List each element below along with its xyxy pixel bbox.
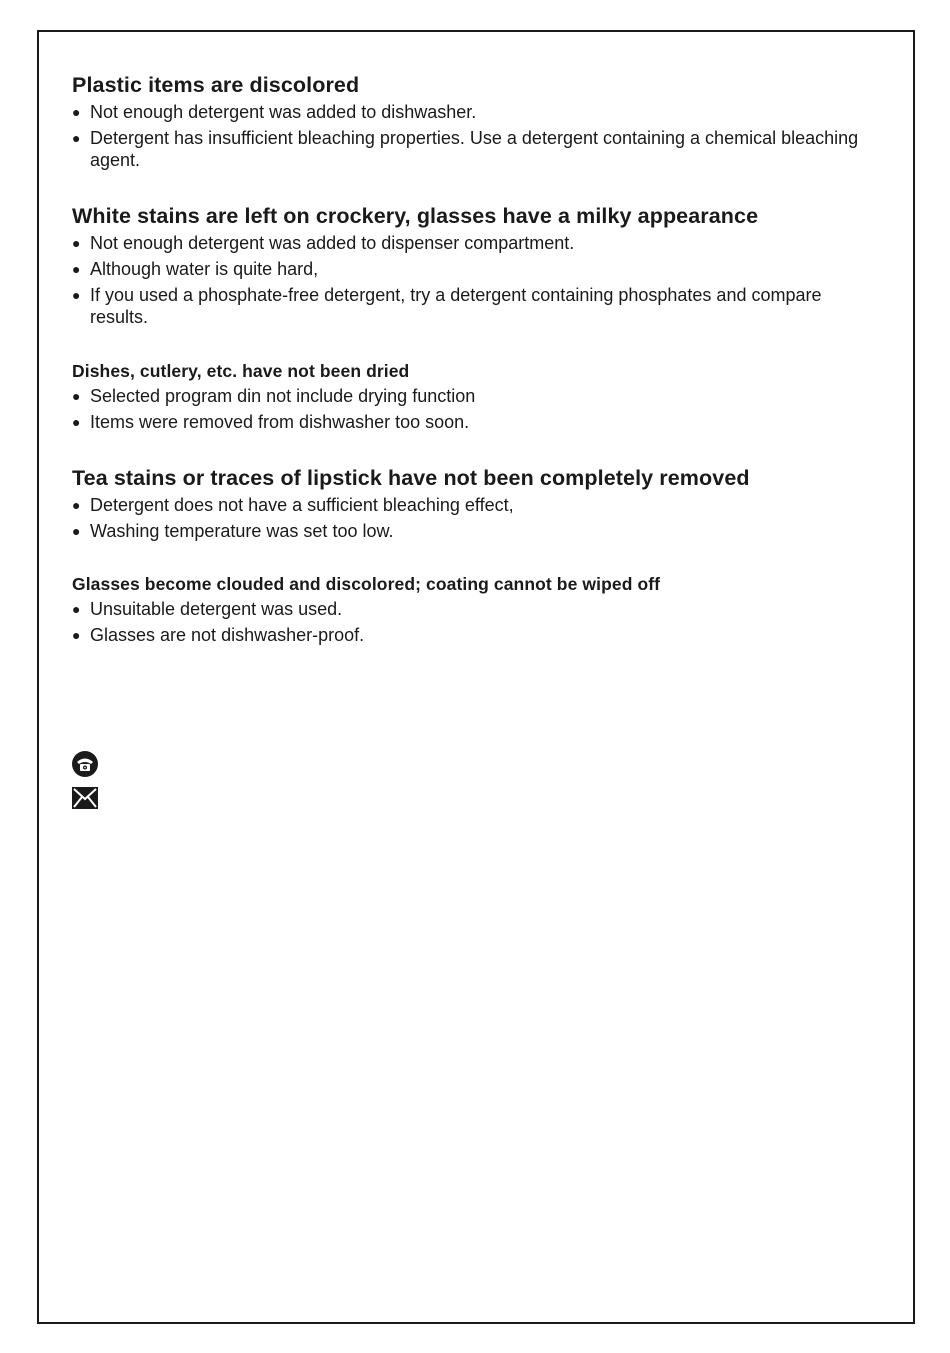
bullet-icon: ● bbox=[72, 287, 81, 303]
bullet-icon: ● bbox=[72, 627, 81, 643]
bullet-list bbox=[72, 101, 882, 171]
section-heading: Dishes, cutlery, etc. have not been dried bbox=[72, 361, 410, 381]
list-item: ● Selected program din not include drying function bbox=[72, 386, 476, 406]
bullet-list bbox=[72, 232, 882, 328]
list-item: ● Detergent does not have a sufficient bleaching effect, bbox=[72, 495, 514, 515]
bullet-icon: ● bbox=[72, 601, 81, 617]
section-tea-stains bbox=[72, 463, 882, 546]
bullet-icon: ● bbox=[72, 497, 81, 513]
bullet-list bbox=[72, 494, 882, 542]
section-heading: White stains are left on crockery, glasses have a milky appearance bbox=[72, 204, 759, 228]
section-white-stains bbox=[72, 201, 882, 332]
bullet-icon: ● bbox=[72, 235, 81, 251]
list-item: ● Washing temperature was set too low. bbox=[72, 521, 394, 541]
bullet-list bbox=[72, 385, 882, 433]
section-heading: Tea stains or traces of lipstick have not been completely removed bbox=[72, 466, 750, 490]
telephone-icon bbox=[71, 750, 99, 778]
contact-icons bbox=[71, 750, 101, 818]
bullet-icon: ● bbox=[72, 261, 81, 277]
list-item: ● Detergent has insufficient bleaching properties. Use a detergent containing a chemical bleaching agent. bbox=[72, 128, 859, 170]
section-not-dried bbox=[72, 358, 882, 437]
section-glasses-clouded bbox=[72, 571, 882, 650]
bullet-icon: ● bbox=[72, 104, 81, 120]
list-item: ● Glasses are not dishwasher-proof. bbox=[72, 625, 365, 645]
bullet-icon: ● bbox=[72, 414, 81, 430]
list-item: ● Although water is quite hard, bbox=[72, 259, 319, 279]
bullet-icon: ● bbox=[72, 130, 81, 146]
bullet-icon: ● bbox=[72, 523, 81, 539]
bullet-list bbox=[72, 598, 882, 646]
envelope-icon bbox=[71, 784, 99, 812]
bullet-icon: ● bbox=[72, 388, 81, 404]
list-item: ● Not enough detergent was added to dispenser compartment. bbox=[72, 233, 575, 253]
list-item: ● Unsuitable detergent was used. bbox=[72, 599, 343, 619]
section-plastic-discolored bbox=[72, 70, 882, 175]
section-heading: Plastic items are discolored bbox=[72, 73, 360, 97]
list-item: ● If you used a phosphate-free detergent, try a detergent containing phosphates and compare results. bbox=[72, 285, 822, 327]
section-heading: Glasses become clouded and discolored; coating cannot be wiped off bbox=[72, 574, 661, 594]
list-item: ● Items were removed from dishwasher too soon. bbox=[72, 412, 470, 432]
list-item: ● Not enough detergent was added to dishwasher. bbox=[72, 102, 477, 122]
